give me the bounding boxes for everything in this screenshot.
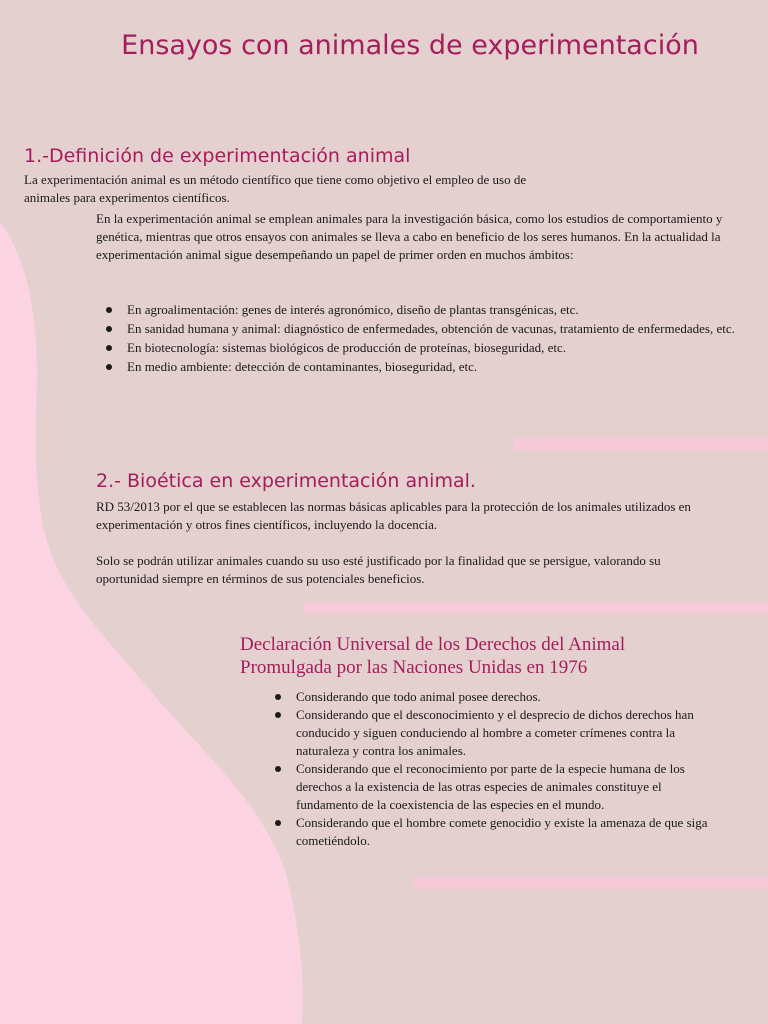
bullet-icon (275, 820, 281, 826)
definition-intro-line: animales para experimentos científicos. (24, 190, 230, 205)
bullet-icon (275, 712, 281, 718)
decorative-bar (305, 603, 768, 613)
bullet-icon (106, 345, 112, 351)
definition-paragraph: En la experimentación animal se emplean animales para la investigación básica, como los estudios de comportamiento y genética, mientras que otros ensayos con animales se lleva a cabo en beneficio de los seres humanos. En la actualidad la experimentación animal sigue desempeñando un papel de primer orden en muchos ámbitos: (96, 211, 723, 262)
bioethics-paragraph: RD 53/2013 por el que se establecen las normas básicas aplicables para la protección de los animales utilizados en experimentación y otros fines científicos, incluyendo la docencia. (96, 499, 691, 532)
bullet-icon (106, 326, 112, 332)
list-item: Considerando que todo animal posee derechos. (266, 688, 726, 706)
decorative-bar (514, 438, 768, 450)
bioethics-paragraph: Solo se podrán utilizar animales cuando su uso esté justificado por la finalidad que se persigue, valorando su oportunidad siempre en términos de sus potenciales beneficios. (96, 553, 661, 586)
bullet-icon (275, 694, 281, 700)
section-heading-declaration (240, 633, 680, 679)
list-item: Considerando que el reconocimiento por parte de la especie humana de los derechos a la existencia de las otras especies de animales constituye el fundamento de la coexistencia de las especies en el mundo. (266, 760, 726, 814)
page-title: Ensayos con animales de experimentación (121, 30, 699, 61)
list-item: En agroalimentación: genes de interés agronómico, diseño de plantas transgénicas, etc. (97, 301, 737, 319)
applications-list (97, 301, 737, 377)
list-item: Considerando que el hombre comete genocidio y existe la amenaza de que siga cometiéndolo. (266, 814, 726, 850)
bullet-icon (106, 307, 112, 313)
list-item: En sanidad humana y animal: diagnóstico de enfermedades, obtención de vacunas, tratamiento de enfermedades, etc. (97, 320, 737, 338)
section-heading-definition: 1.-Definición de experimentación animal (24, 145, 411, 167)
definition-intro-line: La experimentación animal es un método científico que tiene como objetivo el empleo de uso de (24, 172, 527, 187)
definition-intro (24, 171, 624, 207)
list-item: Considerando que el desconocimiento y el desprecio de dichos derechos han conducido y siguen conduciendo al hombre a cometer crímenes contra la naturaleza y contra los animales. (266, 706, 726, 760)
declaration-heading-line: Promulgada por las Naciones Unidas en 1976 (240, 657, 588, 678)
declaration-heading-line: Declaración Universal de los Derechos del Animal (240, 634, 626, 655)
decorative-bar (413, 877, 768, 889)
list-item: En medio ambiente: detección de contaminantes, bioseguridad, etc. (97, 358, 737, 376)
declaration-list (266, 688, 726, 850)
list-item: En biotecnología: sistemas biológicos de producción de proteínas, bioseguridad, etc. (97, 339, 737, 357)
bullet-icon (106, 364, 112, 370)
bullet-icon (275, 766, 281, 772)
section-heading-bioethics: 2.- Bioética en experimentación animal. (96, 470, 476, 492)
